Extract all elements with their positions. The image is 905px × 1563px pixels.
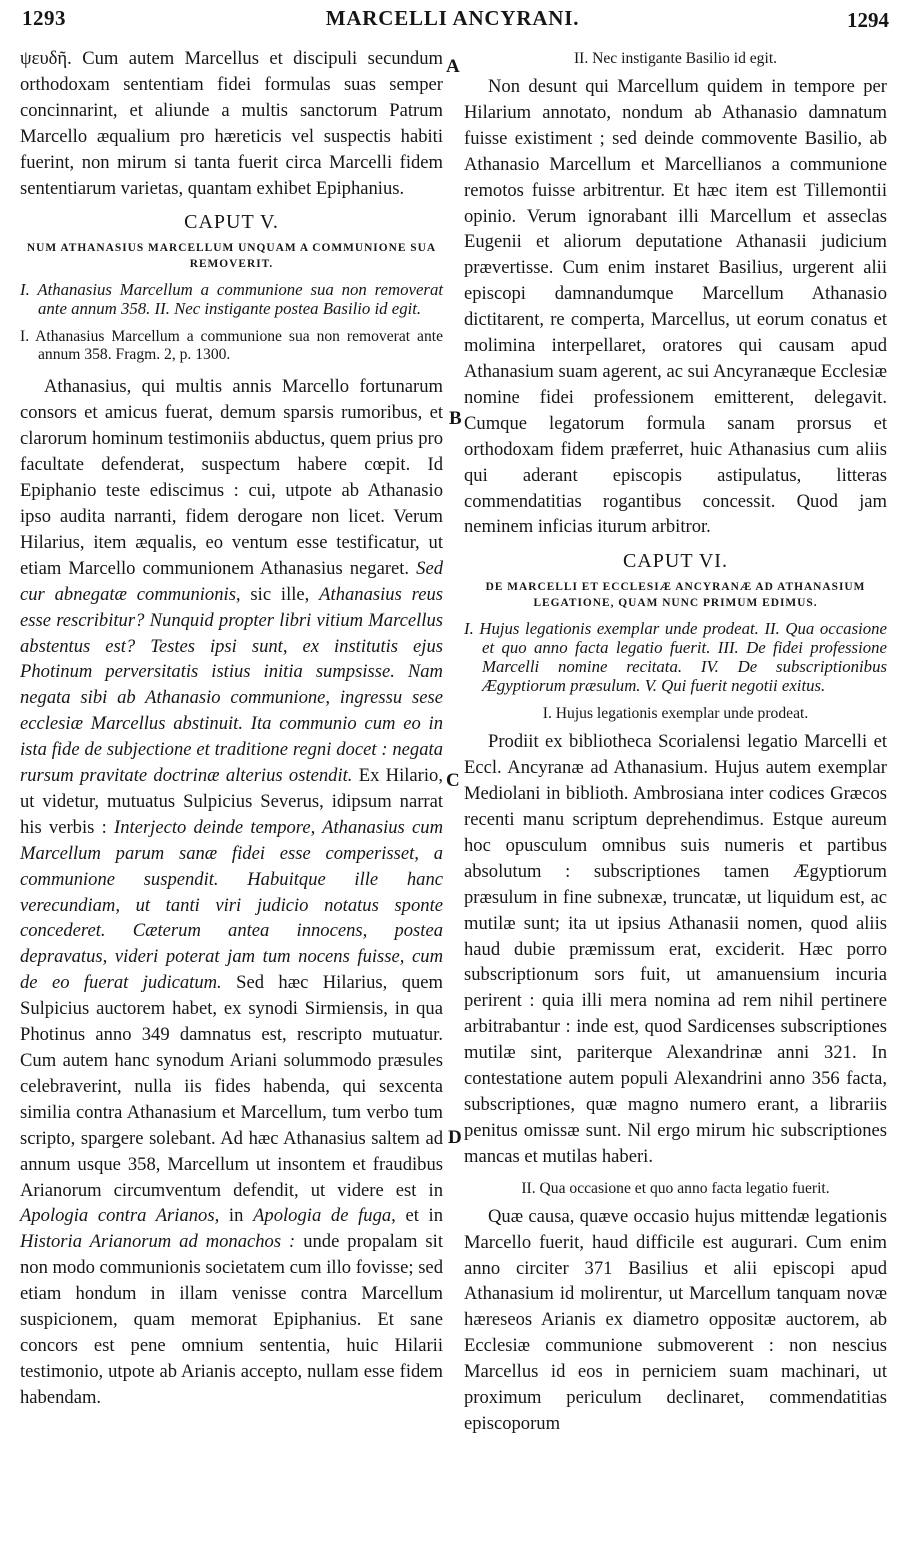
section-i-heading: I. Athanasius Marcellum a communione sua non removerat ante annum 358. Fragm. 2, p. 1300.: [20, 328, 443, 364]
margin-letter-b: B: [449, 408, 462, 429]
section-vi-i-paragraph: Prodiit ex bibliotheca Scorialensi legatio Marcelli et Eccl. Ancyranæ ad Athanasium. Hujus autem exemplar Mediolani in biblioth. Ambrosiana inter codices Græcos recenti manu scriptum deprehendimus. Estque aureum hoc opusculum omnibus suis numeris et partibus absolutum : subscriptiones tamen Ægyptiorum præsulum in fine subnexæ, truncatæ, ut liquidum est, ac mutilæ sunt; ita ut ipsius Athanasii nomen, quod aliis haud dubie præmissum erat, exciderit. Hæc porro subscriptionum sors fuit, ut amanuensium incuria perirent : quia illi mera nomina ad rem nihil pertinere arbitrabantur : inde est, quod Sardicenses subscriptiones mutilæ sint, pariterque Alexandrinæ anni 321. In contestatione autem populi Alexandrini anno 356 facta, subscriptiones, quæ magno numero erant, a librariis penitus omissæ sunt. Nil ergo mirum hic subscriptiones mancas et mutilas haberi.: [464, 731, 887, 1167]
left-column: [20, 46, 443, 1411]
sirmium-text: Sed hæc Hilarius, quem Sulpicius auctorem habet, ex synodi Sirmiensis, in qua Photinus anno 349 damnatus est, rescripto mutuatur. Cum autem hanc synodum Ariani solummodo præsules celebraverint, nulla iis fides habenda, qui sexcenta similia contra Athanasium et Marcellum, tum verbo tum scripto, spargere solebant. Ad hæc Athanasius saltem ad annum usque 358, Marcellum ut insontem et fraudibus Arianorum circumventum defendit, ut videre est in: [20, 972, 444, 1201]
section-ii-heading: II. Nec instigante Basilio id egit.: [573, 50, 778, 67]
intro-paragraph: ψευδῆ. Cum autem Marcellus et discipuli secundum orthodoxam sententiam fidei formulas suas semper concinnarint, et aliunde a multis sanctorum Patrum Marcello æqualium pro hæreticis vel suspectis habiti fuerint, non mirum si tanta fuerit circa Marcelli fidem sententiarum varietas, quantam exhibet Epiphanius.: [20, 48, 443, 199]
margin-letter-d: D: [448, 1127, 462, 1148]
right-column: [464, 46, 887, 1437]
work-apologia-contra-arianos: Apologia contra Arianos,: [20, 1205, 220, 1227]
page-number-right: 1294: [847, 8, 889, 32]
work-historia-arianorum: Historia Arianorum ad monachos :: [20, 1231, 296, 1253]
margin-letter-a: A: [446, 56, 460, 77]
page-number-left: 1293: [22, 6, 66, 30]
caput-vi-subtitle: DE MARCELLI ET ECCLESIÆ ANCYRANÆ AD ATHANASIUM LEGATIONE, QUAM NUNC PRIMUM EDIMUS.: [485, 581, 866, 610]
para1-roman: Athanasius, qui multis annis Marcello fortunarum consors et amicus fuerat, demum sparsis rumoribus, et clarorum hominum testimoniis abductus, quem prius pro facultate defenderat, suspectum habere cœpit. Id Epiphanio teste ediscimus : cui, utpote ab Athanasio ipso audita narranti, fidem derogare non licet. Verum Hilarius, item æqualis, eo ventum esse testificatur, ut etiam Marcello communionem Athanasius negaret.: [20, 376, 443, 579]
section-ii-paragraph: Non desunt qui Marcellum quidem in tempore per Hilarium annotato, nondum ab Athanasio damnatum fuisse existiment ; sed deinde commovente Basilio, ab Athanasio Marcellum et Marcellianos a communione remotos fuisse arbitrentur. Et hæc item est Tillemontii opinio. Verum ignorabant illi Marcellum et asseclas Eugenii et aliorum deputatione Athanasii judicium prævertisse. Cum enim instaret Basilius, urgerent alii episcopi damnandumque Marcellum Athanasio dictitarent, re comperta, Marcellus, ut eorum conatus et molimina interpellaret, oratores qui causam apud Athanasium suam agerent, ac sui Ancyranæque Ecclesiæ nomine fidei professionem emitterent, delegavit. Cumque legatorum formula sanam prorsus et orthodoxam fidem præferret, huic Athanasius cum aliis qui aderant episcopis astipulatus, litteras commendatitias rogantibus concessit. Quod jam neminem inficias iturum arbitror.: [464, 76, 887, 538]
sulpicius-quote: Interjecto deinde tempore, Athanasius cum Marcellum parum sanæ fidei esse comperisset, a communione suspendit. Habuitque ille hanc verecundiam, ut tanti viri judicio notatus sponte concederet. Cæterum antea innocens, postea depravatus, videri poterat jam tum nocens fuisse, cum de eo fuerat judicatum.: [20, 816, 443, 994]
caput-vi-summary: I. Hujus legationis exemplar unde prodeat. II. Qua occasione et quo anno facta legatio fuerit. III. De fidei professione Marcelli nomine recitata. IV. De subscriptionibus Ægyptiorum præsulum. V. Qui fuerit negotii exitus.: [464, 619, 887, 696]
caput-v-title: CAPUT V.: [184, 211, 279, 234]
connector-in: in: [228, 1205, 244, 1227]
caput-v-summary: I. Athanasius Marcellum a communione sua non removerat ante annum 358. II. Nec instigante postea Basilio id egit.: [20, 280, 443, 319]
connector-et-in: et in: [405, 1205, 444, 1227]
conclusion-text: unde propalam sit non modo communionis societatem cum illo fovisse; sed etiam hondum in illam venisse contra Marcellum suspicionem, quam memorat Epiphanius. Et sane concors est pene omnium sententia, huic Hilarii testimonio, utpote ab Arianis accepto, nullam esse fidem habendam.: [20, 1231, 444, 1408]
work-apologia-de-fuga: Apologia de fuga,: [253, 1205, 396, 1227]
running-title: MARCELLI ANCYRANI.: [325, 6, 580, 30]
section-vi-i-heading: I. Hujus legationis exemplar unde prodeat.: [542, 705, 809, 723]
hilarius-quote-2: Athanasius reus esse rescribitur? Nunquid propter libri vitium Marcellus abstentus est? Testes ipsi sunt, ex institutis ejus Photinum perversitatis istius initia sumpsisse. Nam negata sibi ab Athanasio communione, ingressu sese ecclesiæ Marcellus abstinuit. Ita communio cum eo in ista fide de subjectione et traditione regni docet : negata rursum pravitate doctrinæ alterius ostendit.: [20, 583, 443, 787]
margin-letter-c: C: [446, 770, 460, 791]
athanasius-paragraph: [20, 374, 443, 1410]
section-vi-ii-heading: II. Qua occasione et quo anno facta legatio fuerit.: [521, 1179, 830, 1197]
caput-v-subtitle: NUM ATHANASIUS MARCELLUM UNQUAM A COMMUNIONE SUA REMOVERIT.: [26, 242, 437, 271]
section-vi-ii-paragraph: Quæ causa, quæve occasio hujus mittendæ legationis Marcello fuerit, haud difficile est augurari. Cum enim anno circiter 371 Basilius et alii episcopi apud Athanasium id molirentur, ut Marcellum tanquam novæ hæreseos Arianis ex diametro oppositæ auctorem, ab Ecclesiæ communione submoverent : non nescius Marcellus id eos in perniciem suam machinari, ut proximum periculum declinaret, commendatitias episcoporum: [464, 1205, 887, 1434]
quote-connector: sic ille,: [250, 583, 310, 605]
page-header: [0, 0, 905, 40]
sulpicius-intro: Ex Hilario, ut videtur, mutuatus Sulpicius Severus, idipsum narrat his verbis :: [20, 765, 443, 838]
caput-vi-title: CAPUT VI.: [623, 550, 728, 573]
hilarius-quote-1: Sed cur abnegatæ communionis,: [20, 557, 443, 605]
